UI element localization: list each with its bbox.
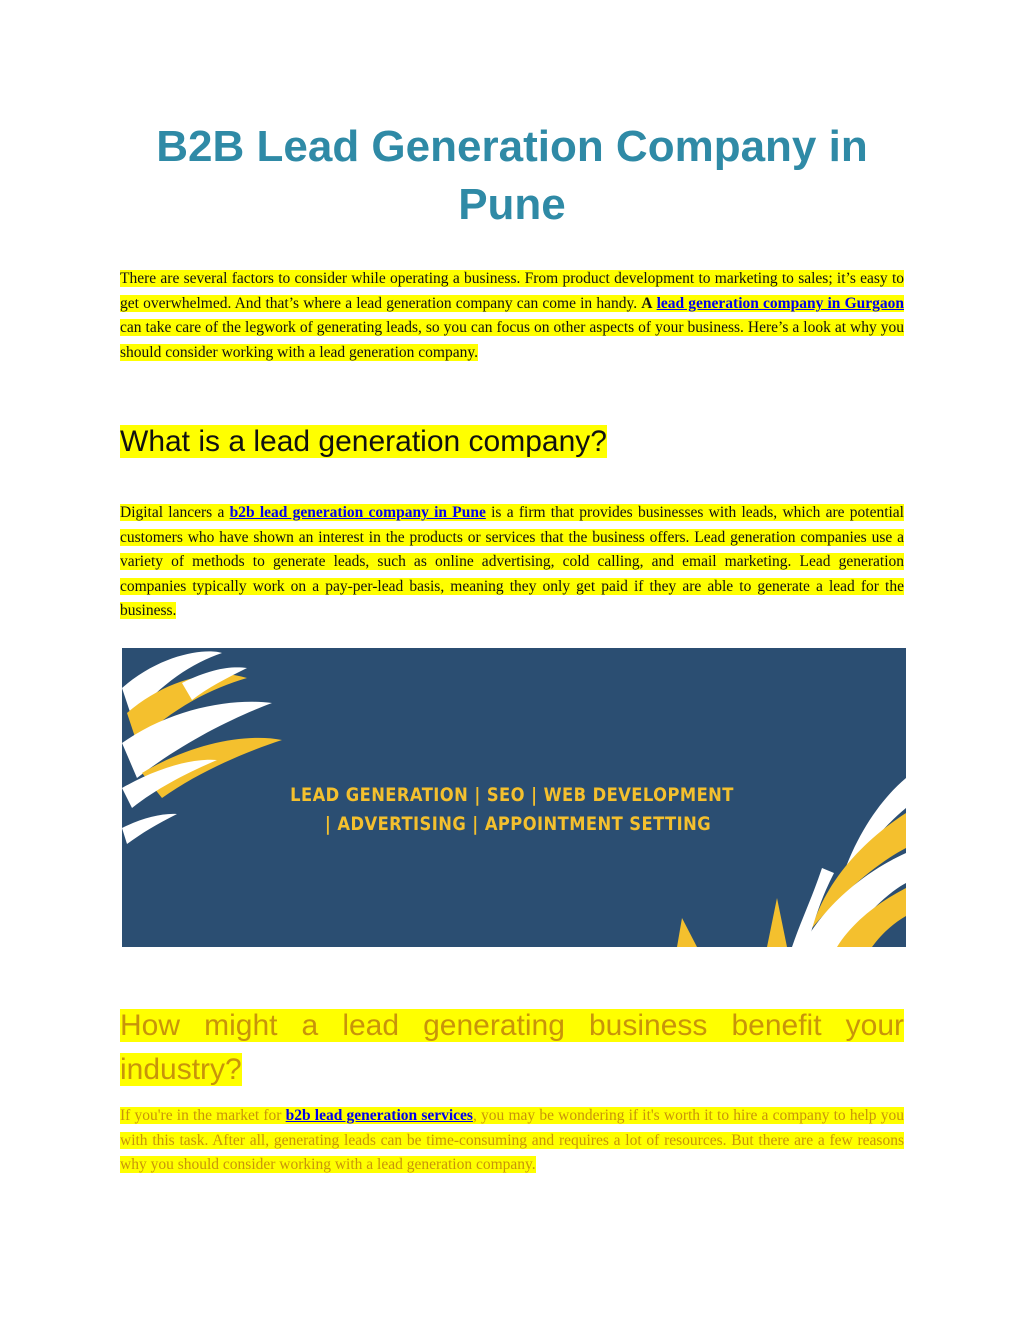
section2-heading-text: How might a lead generating business benefit your industry? xyxy=(120,1009,904,1086)
link-b2b-lead-generation-pune[interactable]: b2b lead generation company in Pune xyxy=(229,504,486,521)
services-banner-image xyxy=(122,648,906,947)
link-b2b-lead-generation-services[interactable]: b2b lead generation services xyxy=(285,1107,473,1124)
intro-paragraph xyxy=(120,267,904,365)
page-title: B2B Lead Generation Company in Pune xyxy=(156,122,868,229)
intro-bold-a: A xyxy=(641,294,653,312)
section1-highlight xyxy=(120,504,904,619)
intro-text-before: There are several factors to consider while operating a business. From product development to marketing to sales; it’s easy to get overwhelmed. And that’s where a lead generation company can come in handy. xyxy=(120,270,904,312)
section2-paragraph xyxy=(120,1104,904,1178)
section2-text-after: , you may be wondering if it's worth it to hire a company to help you with this task. After all, generating leads can be time-consuming and requires a lot of resources. But there are a few reasons why you should consider working with a lead generation company. xyxy=(120,1107,904,1173)
section1-text-before: Digital lancers a xyxy=(120,504,230,521)
banner-services-line-1: LEAD GENERATION | SEO | WEB DEVELOPMENT xyxy=(290,784,734,806)
section1-text-after: is a firm that provides businesses with leads, which are potential customers who have shown an interest in the products or services that the business offers. Lead generation companies use a variety of methods to generate leads, such as online advertising, cold calling, and email marketing. Lead generation companies typically work on a pay-per-lead basis, meaning they only get paid if they are able to generate a lead for the business. xyxy=(120,504,904,619)
section2-highlight xyxy=(120,1107,904,1173)
link-lead-generation-gurgaon[interactable]: lead generation company in Gurgaon xyxy=(656,294,904,312)
section1-heading xyxy=(120,420,607,464)
banner-services-line-2: | ADVERTISING | APPOINTMENT SETTING xyxy=(324,813,712,835)
section1-heading-text: What is a lead generation company? xyxy=(120,425,607,458)
section2-text-before: If you're in the market for xyxy=(120,1107,286,1124)
section1-paragraph xyxy=(120,501,904,624)
intro-text-after: can take care of the legwork of generating leads, so you can focus on other aspects of your business. Here’s a look at why you should consider working with a lead generation company. xyxy=(120,319,904,361)
intro-highlight xyxy=(120,270,904,361)
section2-heading xyxy=(120,1004,904,1092)
